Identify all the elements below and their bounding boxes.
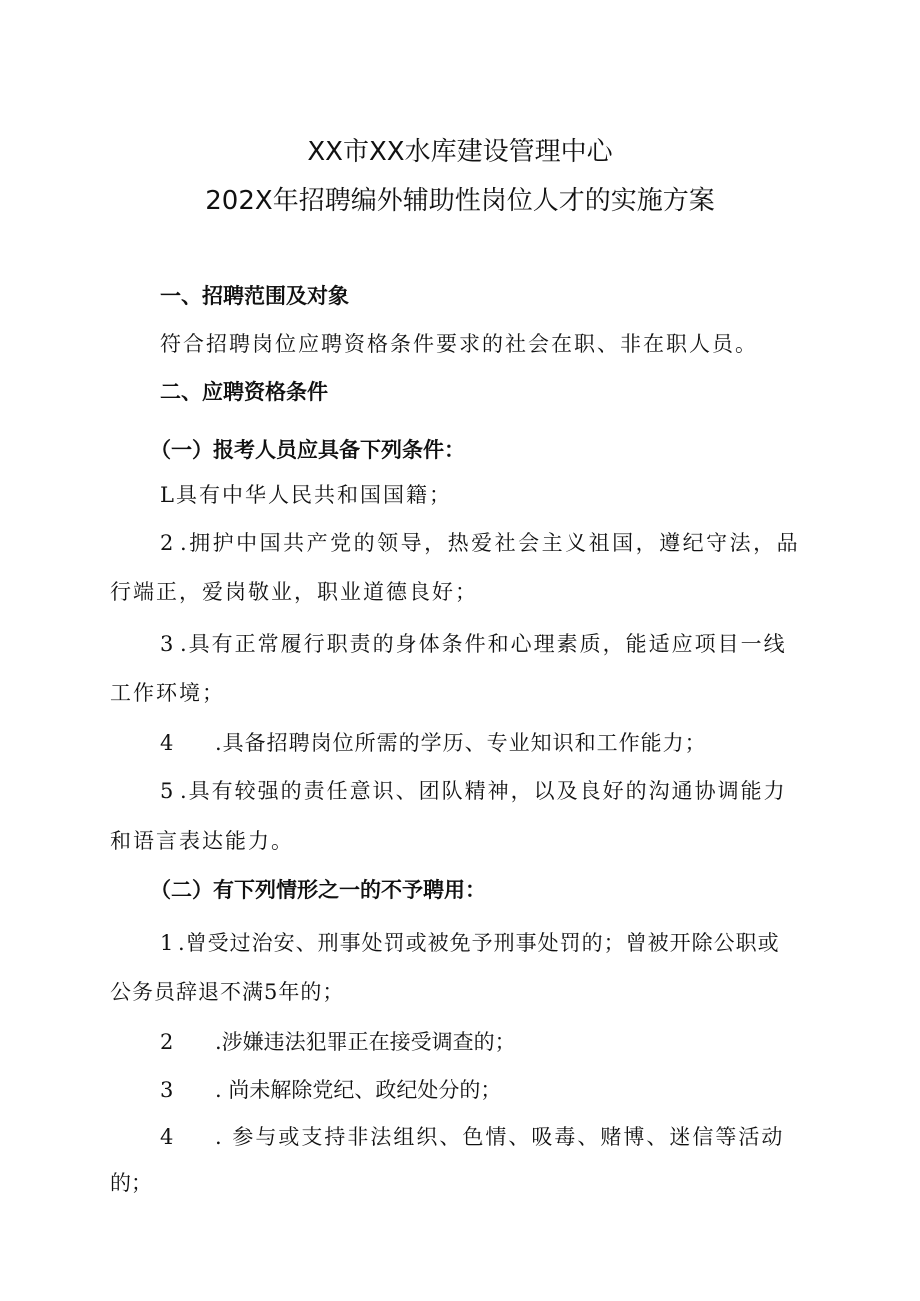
document-title-line-1: XX市XX水库建设管理中心 (307, 137, 613, 167)
list-item-text: .拥护中国共产党的领导，热爱社会主义祖国，遵纪守法，品 (180, 531, 801, 555)
section-1-text: 符合招聘岗位应聘资格条件要求的社会在职、非在职人员。 (160, 332, 758, 356)
subsection-1-heading: （一）报考人员应具备下列条件： (150, 438, 465, 462)
subsection-2-heading: （二）有下列情形之一的不予聘用： (150, 878, 486, 902)
section-1-heading: 一、招聘范围及对象 (160, 284, 349, 308)
document-title-line-2: 202X年招聘编外辅助性岗位人才的实施方案 (205, 186, 715, 216)
list-item (160, 482, 452, 508)
list-item (160, 1029, 516, 1055)
list-item-text: .涉嫌违法犯罪正在接受调查的； (215, 1030, 516, 1054)
list-item-number: 4 (160, 1125, 174, 1149)
list-item-number: 2 (160, 1030, 174, 1054)
list-item (160, 1124, 784, 1150)
list-item (160, 778, 787, 804)
list-item-number: L (160, 483, 176, 507)
list-item-number: 4 (160, 731, 175, 755)
section-2-heading: 二、应聘资格条件 (160, 380, 328, 404)
list-item-text: 具有中华人民共和国国籍； (175, 483, 452, 507)
list-item-text: .具有较强的责任意识、团队精神，以及良好的沟通协调能力 (180, 779, 787, 803)
list-item (160, 530, 800, 556)
list-item-text: . 尚未解除党纪、政纪处分的； (215, 1078, 502, 1102)
list-item-number: 3 (160, 1078, 174, 1102)
list-item (160, 930, 780, 956)
list-item-continuation: 公务员辞退不满5年的； (110, 980, 345, 1004)
list-item-number: 3 (160, 632, 176, 656)
list-item-continuation: 行端正，爱岗敬业，职业道德良好； (110, 580, 478, 604)
list-item-text: .曾受过治安、刑事处罚或被免予刑事处罚的；曾被开除公职或 (178, 931, 780, 955)
list-item (160, 631, 787, 657)
list-item-number: 2 (160, 531, 176, 555)
list-item-continuation: 工作环境； (110, 681, 225, 705)
list-item-continuation: 的； (110, 1171, 152, 1195)
list-item-text: . 参与或支持非法组织、色情、吸毒、赌博、迷信等活动 (215, 1125, 785, 1149)
list-item-text: .具有正常履行职责的身体条件和心理素质，能适应项目一线 (180, 632, 787, 656)
list-item-continuation: 和语言表达能力。 (110, 829, 294, 853)
list-item (160, 1077, 501, 1103)
list-item-number: 1 (160, 931, 175, 955)
list-item (160, 730, 707, 756)
list-item-text: .具备招聘岗位所需的学历、专业知识和工作能力； (215, 731, 707, 755)
list-item-number: 5 (160, 779, 176, 803)
